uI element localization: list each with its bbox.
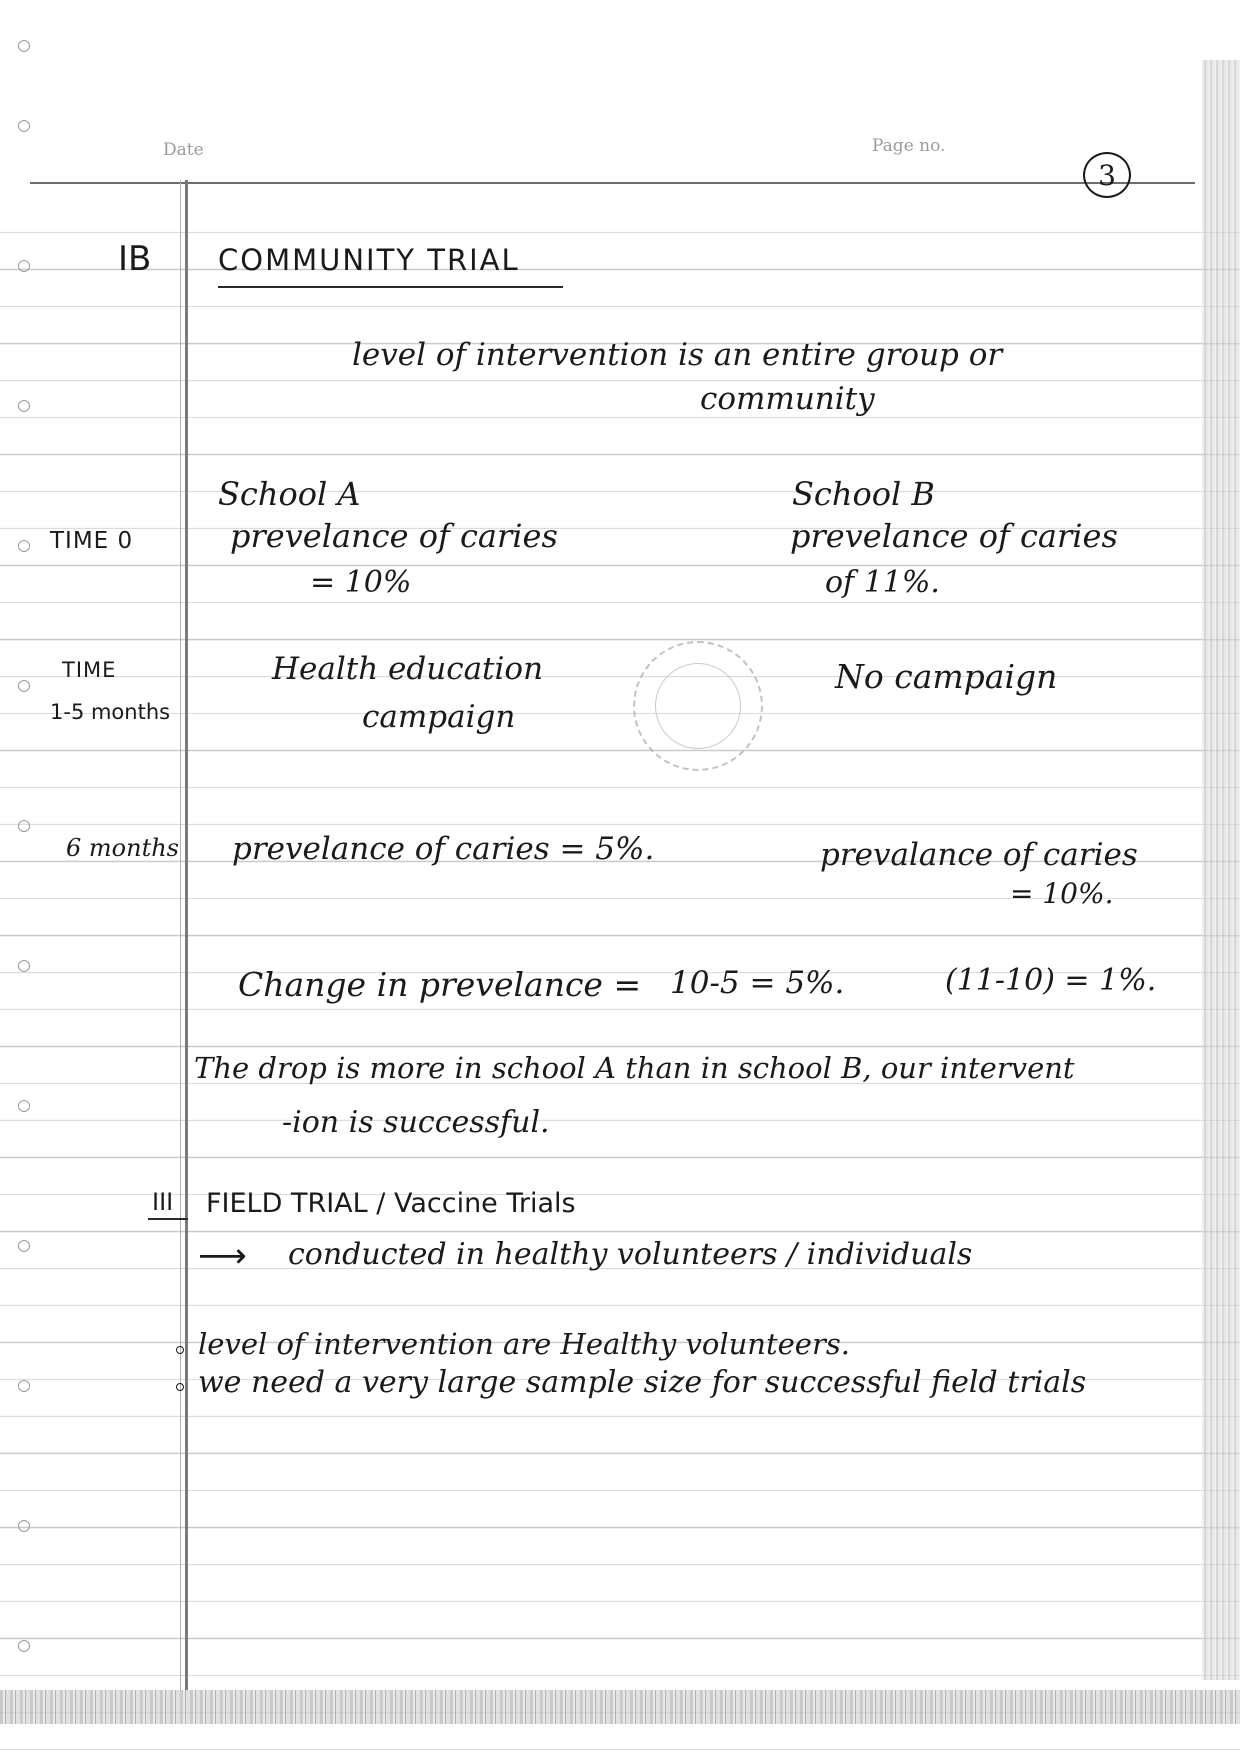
binder-ring: [18, 1100, 30, 1112]
field-trial-bullet-2: we need a very large sample size for successful field trials: [198, 1365, 1087, 1400]
binder-ring: [18, 680, 30, 692]
time-1-school-a-line-1: Health education: [272, 651, 544, 687]
margin-line: [180, 180, 181, 1690]
time-1-label-line-2: 1-5 months: [50, 700, 171, 724]
binder-ring: [18, 1520, 30, 1532]
time-1-label-line-1: TIME: [62, 658, 117, 682]
section-title-community-trial: COMMUNITY TRIAL: [218, 243, 520, 277]
field-trial-bullet-1: level of intervention are Healthy volunteers.: [198, 1327, 850, 1361]
definition-line-1: level of intervention is an entire group or: [352, 337, 1003, 373]
time-0-school-a-line-1: prevelance of caries: [230, 517, 558, 555]
page-top-blank: [0, 0, 1240, 196]
time-0-school-a-line-2: = 10%: [310, 565, 412, 600]
binder-ring: [18, 1640, 30, 1652]
scan-edge-shadow: [1202, 60, 1240, 1680]
title-underline: [218, 286, 563, 288]
change-school-a-calc: 10-5 = 5%.: [670, 965, 845, 1001]
time-1-school-b: No campaign: [835, 657, 1058, 696]
section-title-field-trial: FIELD TRIAL / Vaccine Trials: [206, 1188, 576, 1219]
page-number: 3: [1098, 158, 1116, 192]
change-school-b-calc: (11-10) = 1%.: [945, 963, 1157, 998]
binder-ring: [18, 400, 30, 412]
conclusion-line-2: -ion is successful.: [282, 1105, 550, 1140]
definition-line-2: community: [700, 381, 875, 417]
conclusion-line-1: The drop is more in school A than in school B, our intervent: [194, 1051, 1075, 1085]
bullet-icon: [176, 1346, 184, 1354]
page-no-label: Page no.: [872, 136, 946, 156]
binder-ring: [18, 820, 30, 832]
binder-ring: [18, 120, 30, 132]
school-b-heading: School B: [792, 475, 935, 513]
binder-ring: [18, 1380, 30, 1392]
time-1-school-a-line-2: campaign: [362, 699, 516, 735]
binder-ring: [18, 960, 30, 972]
section-number-iii: III: [152, 1188, 174, 1216]
binder-ring: [18, 40, 30, 52]
margin-line: [185, 180, 188, 1690]
field-trial-arrow-text: conducted in healthy volunteers / individuals: [288, 1237, 973, 1272]
time-0-school-b-line-1: prevelance of caries: [790, 517, 1118, 555]
time-6-school-b-line-1: prevalance of caries: [820, 837, 1138, 873]
time-0-school-b-line-2: of 11%.: [825, 565, 940, 600]
time-6-school-a: prevelance of caries = 5%.: [232, 831, 655, 867]
binder-ring: [18, 260, 30, 272]
change-in-prevalence-label: Change in prevelance =: [238, 965, 642, 1004]
binder-ring: [18, 1240, 30, 1252]
scan-bottom-noise: [0, 1690, 1240, 1724]
arrow-right-icon: ⟶: [198, 1236, 247, 1276]
bullet-icon: [176, 1383, 184, 1391]
page-number-circled: [1083, 152, 1131, 198]
section-iii-underline: [148, 1218, 188, 1220]
binder-ring: [18, 540, 30, 552]
school-a-heading: School A: [218, 475, 361, 513]
date-label: Date: [163, 140, 204, 160]
section-number-ib: IB: [118, 239, 152, 279]
time-0-label: TIME 0: [50, 528, 134, 554]
time-6-school-b-line-2: = 10%.: [1010, 877, 1114, 910]
library-stamp: [633, 641, 763, 771]
time-6-label: 6 months: [66, 834, 179, 862]
header-rule: [30, 182, 1195, 184]
library-stamp-inner-ring: [655, 663, 741, 749]
